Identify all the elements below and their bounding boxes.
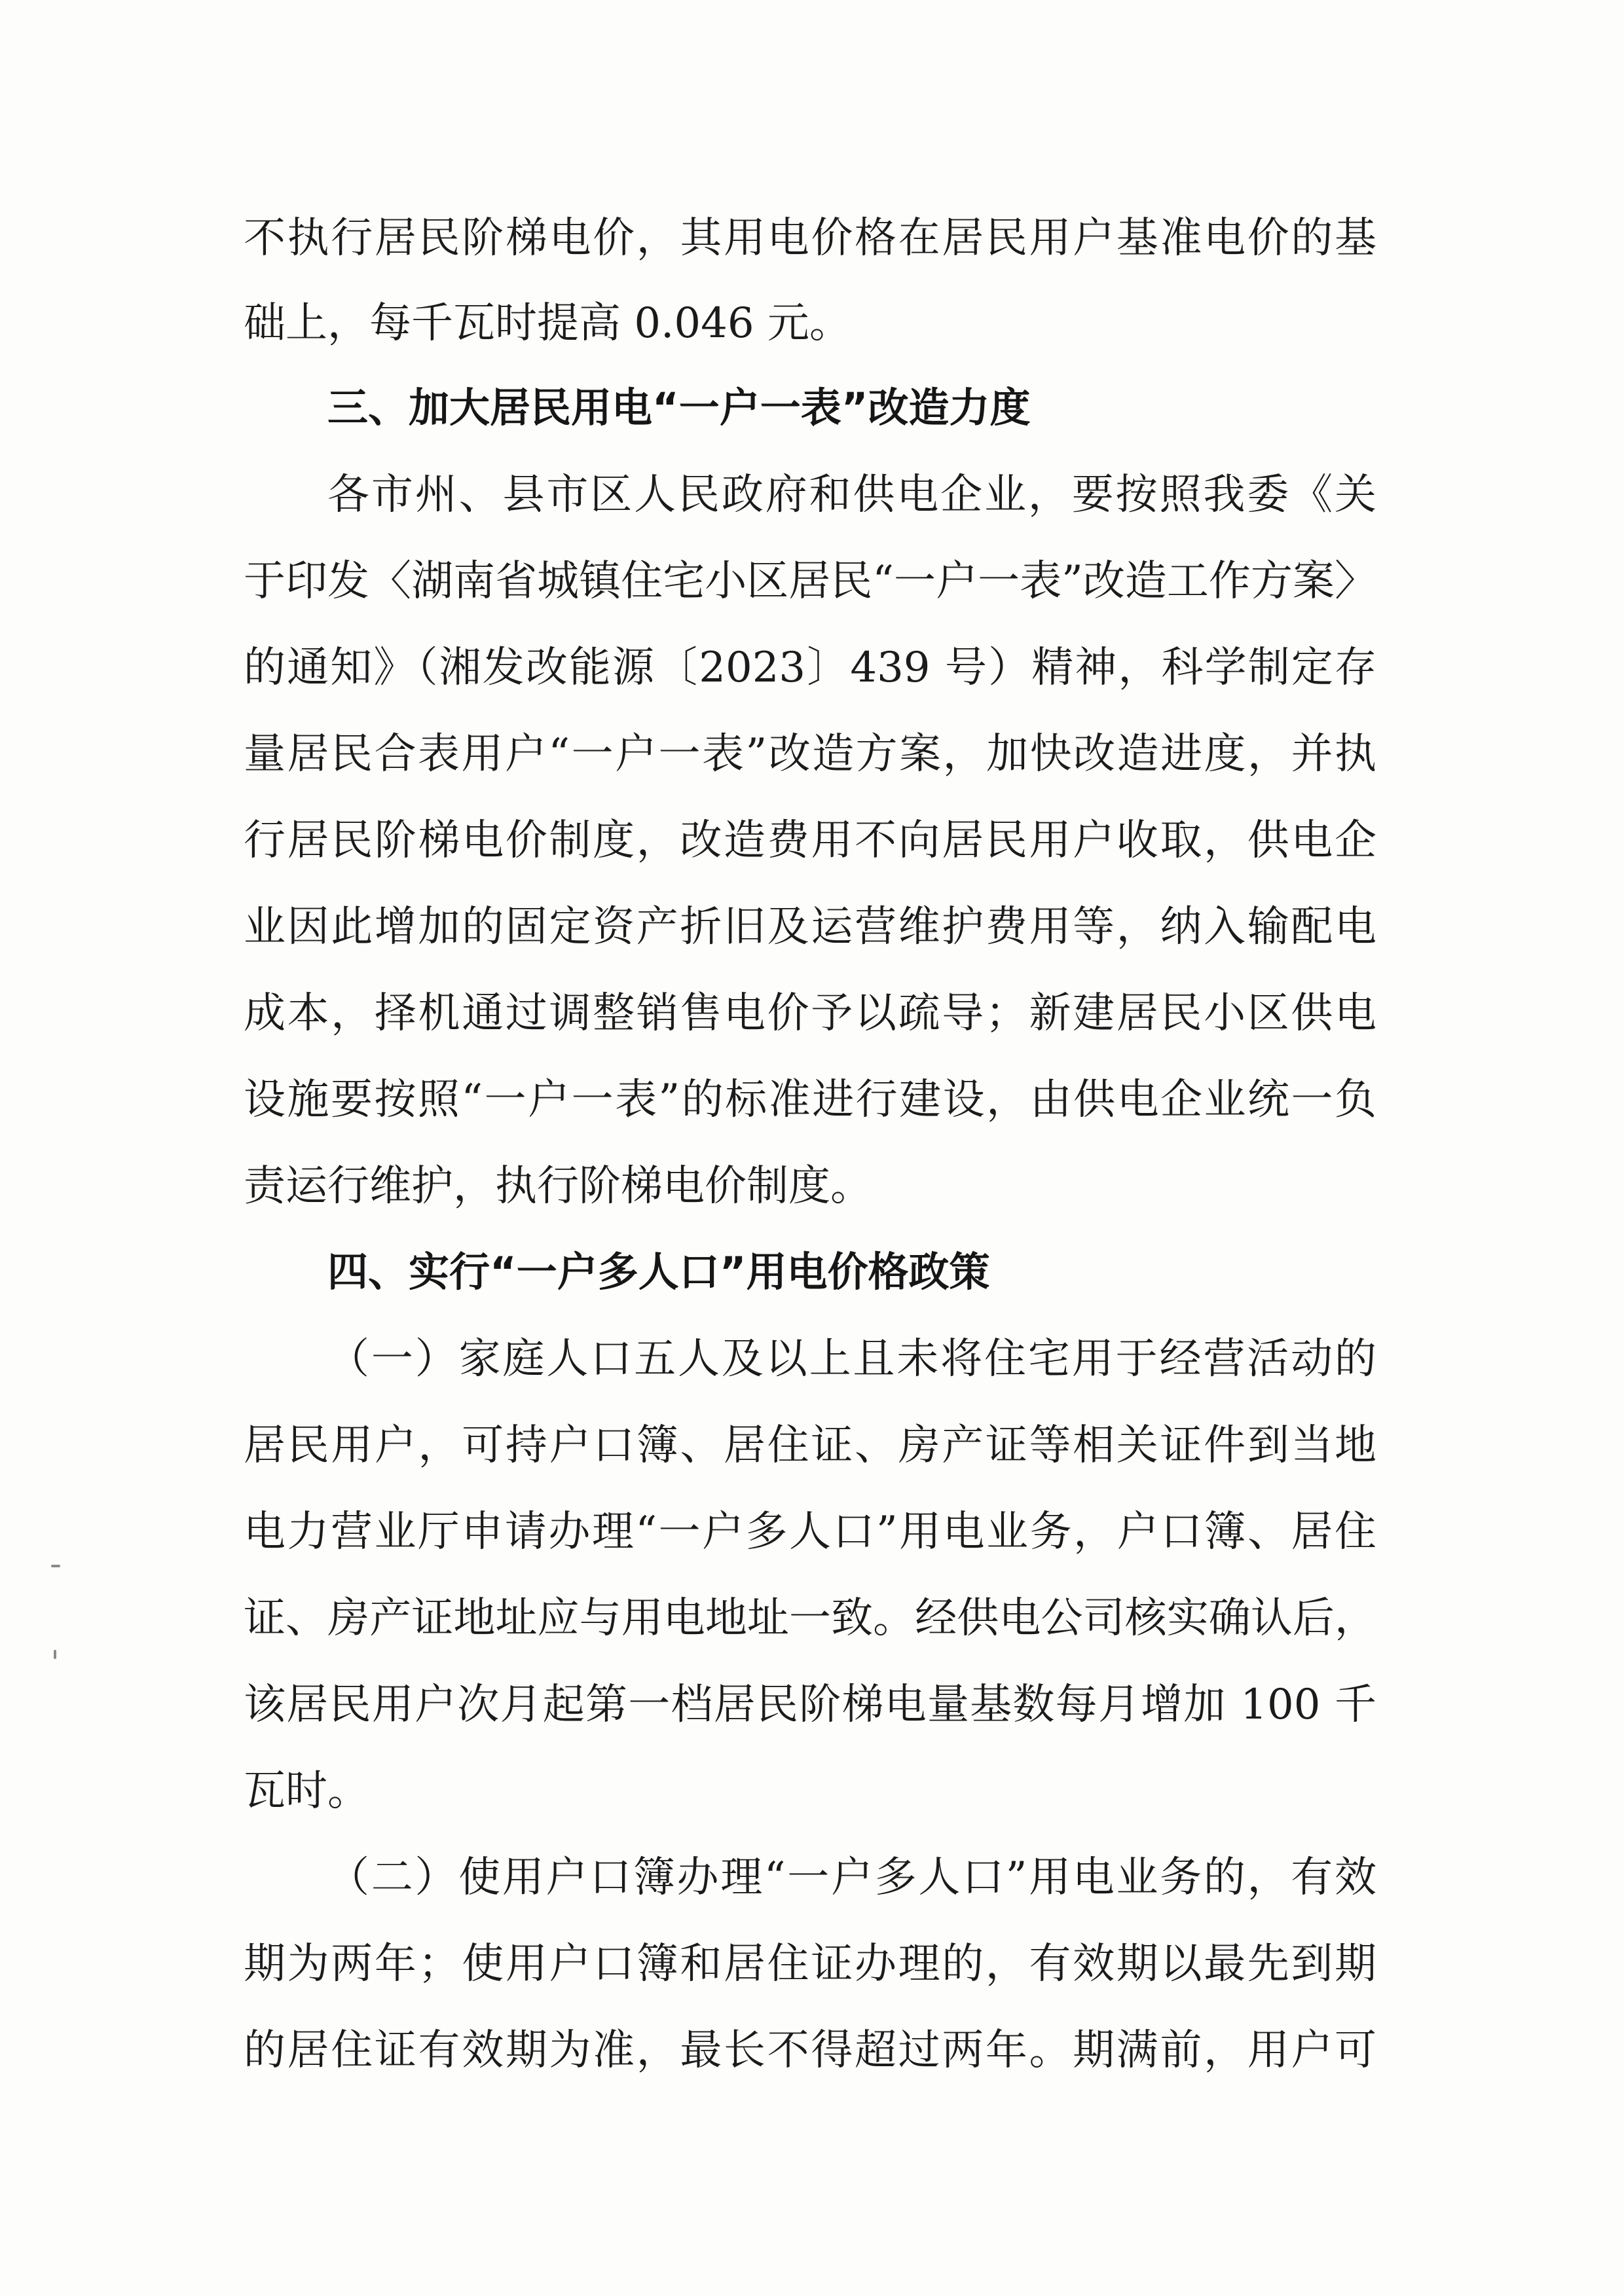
scan-speck <box>54 1650 56 1659</box>
body-line: （一）家庭人口五人及以上且未将住宅用于经营活动的 <box>327 1335 1376 1383</box>
body-line: 电力营业厅申请办理“一户多人口”用电业务，户口簿、居住 <box>244 1508 1376 1556</box>
scan-speck <box>51 1565 60 1567</box>
body-line: 设施要按照“一户一表”的标准进行建设，由供电企业统一负 <box>244 1076 1376 1124</box>
body-line: 证、房产证地址应与用电地址一致。经供电公司核实确认后， <box>244 1594 1376 1643</box>
body-line: 的通知》（湘发改能源〔2023〕439 号）精神，科学制定存 <box>244 644 1376 692</box>
body-line: 业因此增加的固定资产折旧及运营维护费用等，纳入输配电 <box>244 903 1376 951</box>
body-line: 于印发〈湖南省城镇住宅小区居民“一户一表”改造工作方案〉 <box>244 557 1376 606</box>
body-line: 行居民阶梯电价制度，改造费用不向居民用户收取，供电企 <box>244 816 1376 865</box>
body-line: 量居民合表用户“一户一表”改造方案，加快改造进度，并执 <box>244 730 1376 778</box>
body-line: 瓦时。 <box>244 1767 369 1815</box>
section-heading-3: 三、加大居民用电“一户一表”改造力度 <box>327 384 1031 431</box>
body-line: 该居民用户次月起第一档居民阶梯电量基数每月增加 100 千 <box>244 1681 1376 1729</box>
body-line: 的居住证有效期为准，最长不得超过两年。期满前，用户可 <box>244 2026 1376 2075</box>
body-line: （二）使用户口簿办理“一户多人口”用电业务的，有效 <box>327 1853 1376 1902</box>
body-line: 责运行维护，执行阶梯电价制度。 <box>244 1162 872 1211</box>
body-line: 不执行居民阶梯电价，其用电价格在居民用户基准电价的基 <box>244 214 1376 263</box>
body-line: 础上，每千瓦时提高 0.046 元。 <box>244 299 851 348</box>
body-line: 成本，择机通过调整销售电价予以疏导；新建居民小区供电 <box>244 989 1376 1038</box>
body-line: 期为两年；使用户口簿和居住证办理的，有效期以最先到期 <box>244 1940 1376 1988</box>
body-line: 各市州、县市区人民政府和供电企业，要按照我委《关 <box>327 471 1376 519</box>
section-heading-4: 四、实行“一户多人口”用电价格政策 <box>327 1248 990 1296</box>
body-line: 居民用户，可持户口簿、居住证、房产证等相关证件到当地 <box>244 1421 1376 1470</box>
